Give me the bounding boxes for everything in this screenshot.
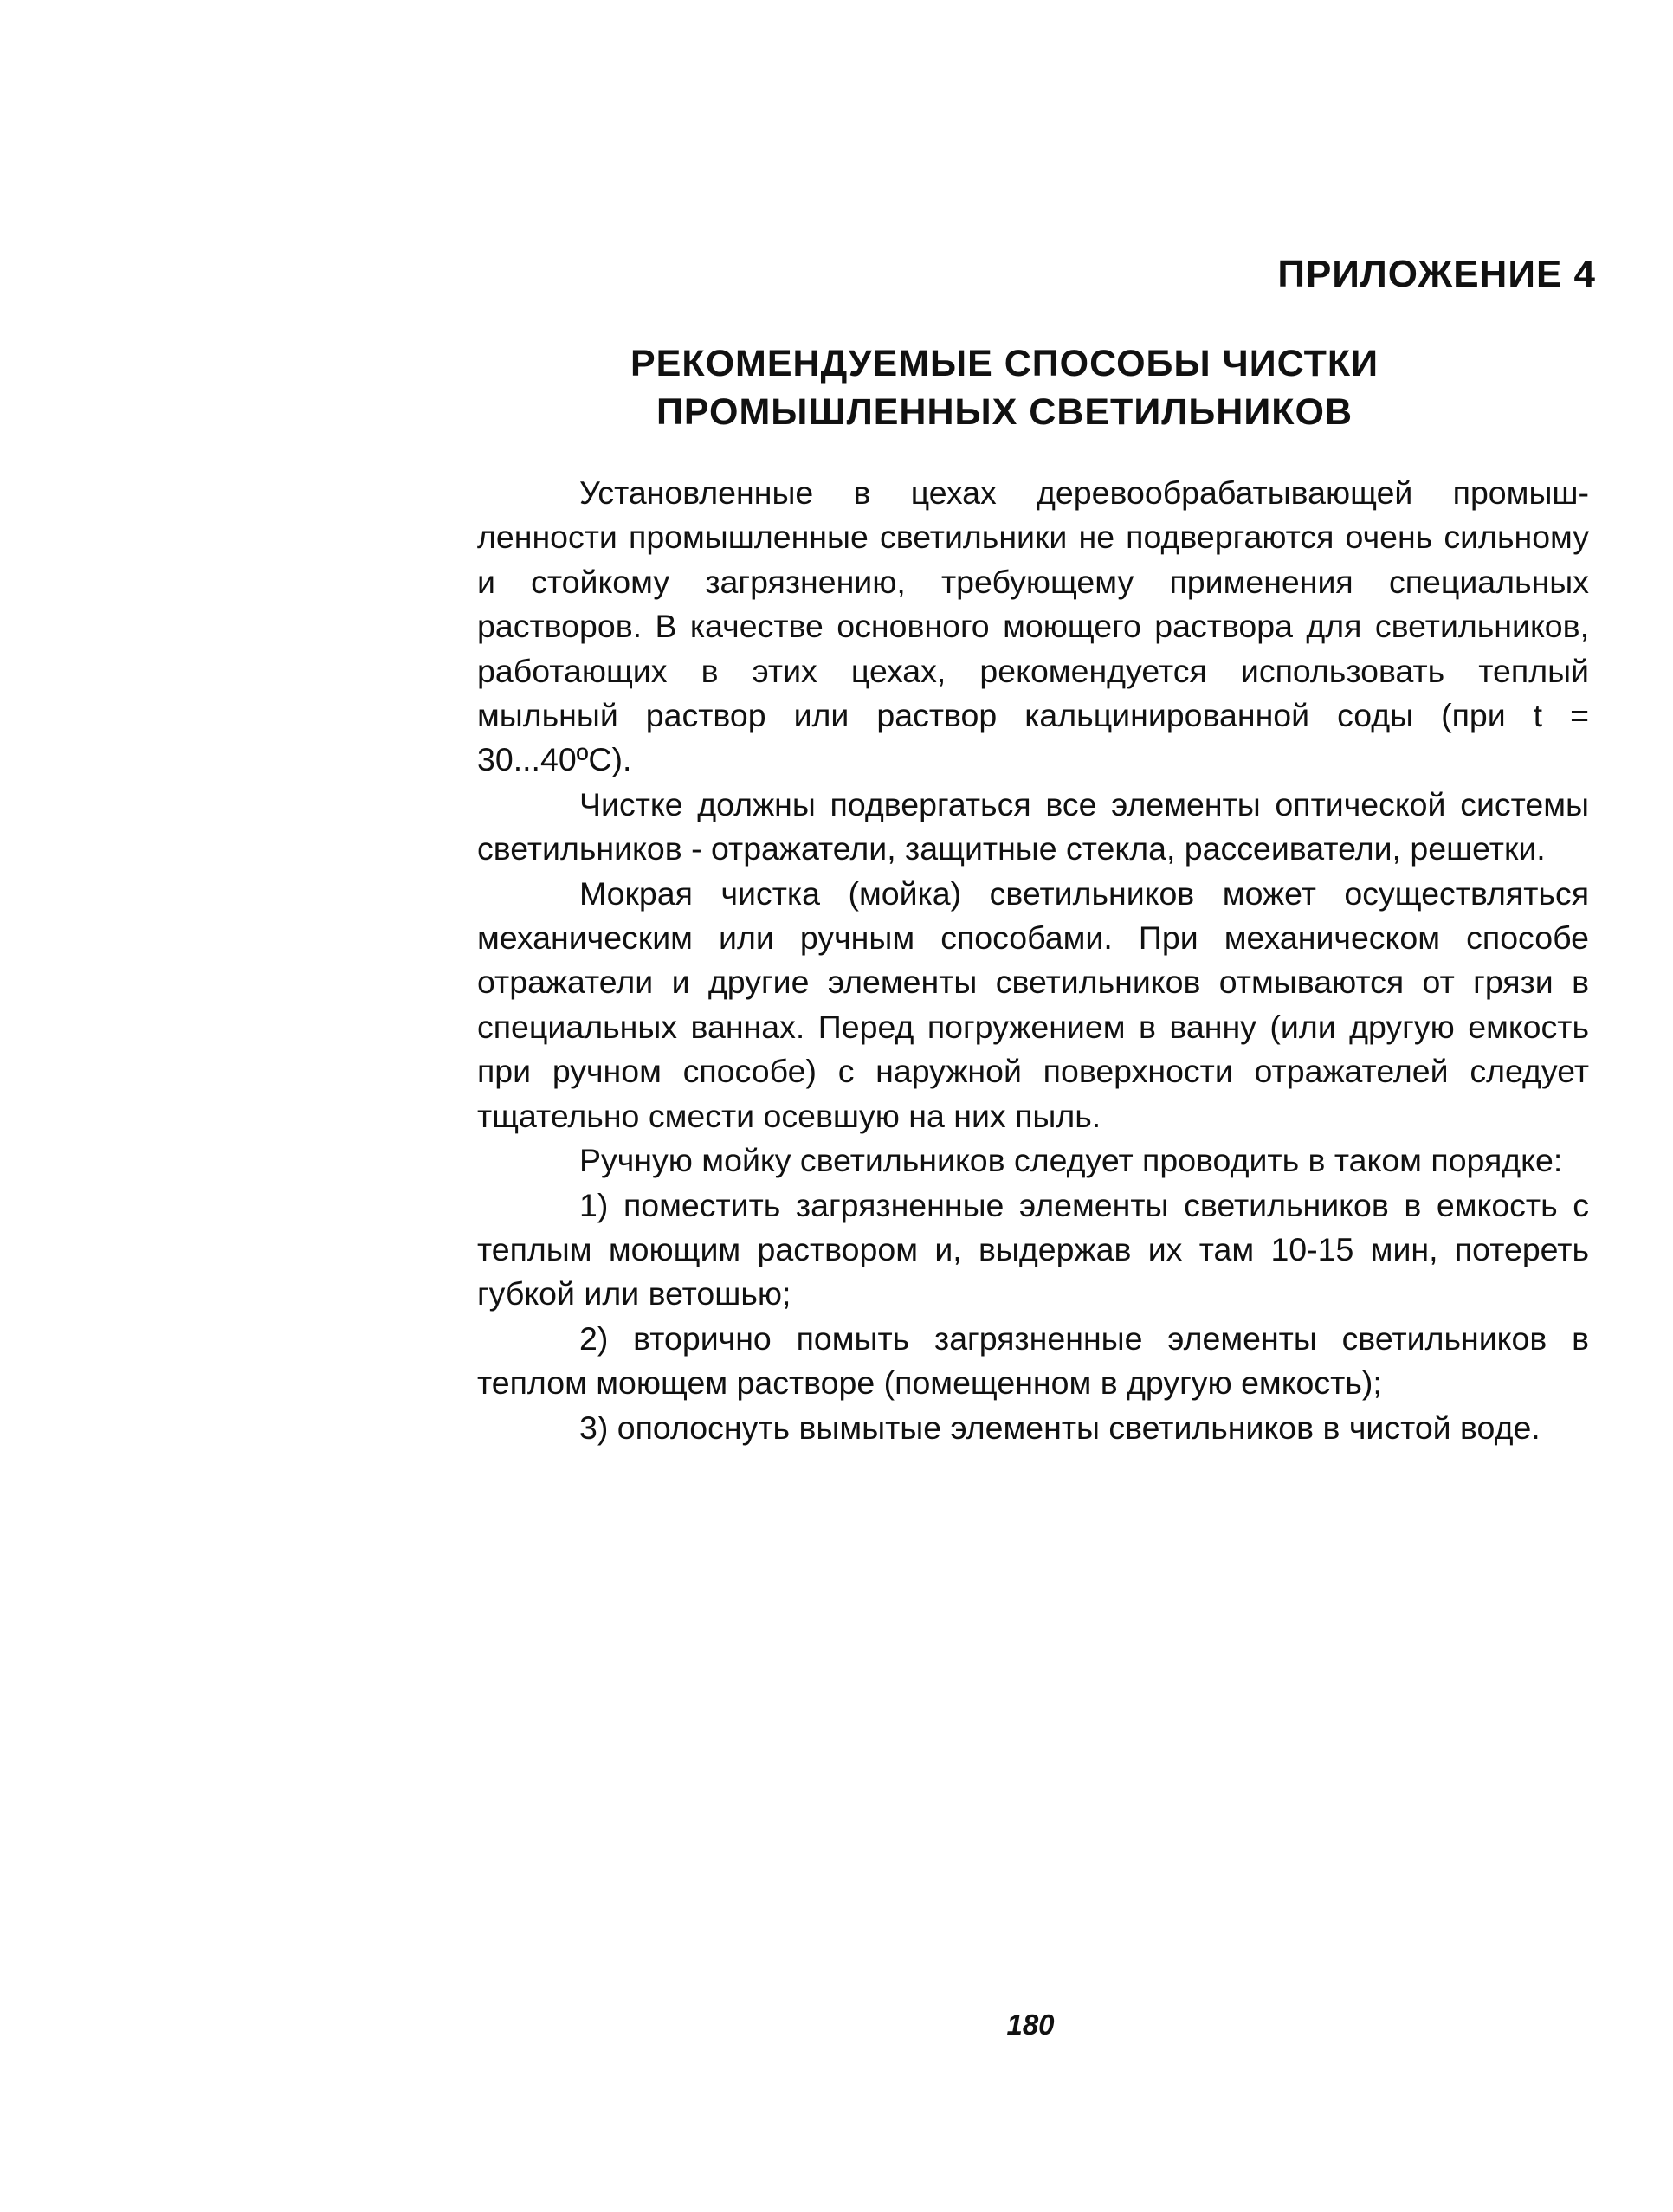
list-item-1: 1) поместить загрязненные элементы светильников в емкость с теплым моющим раствором и, выдержав их там 10-15 мин, потереть губкой или ветошью; (477, 1186, 1589, 1312)
page-number: 180 (1006, 2009, 1055, 2041)
paragraph-1: Установленные в цехах деревообрабатывающей промышленности промышленные светильники не подвергаются очень сильному и стойкому загрязнению, требующему применения специальных растворов. В качестве основного моющего раствора для светильников, работающих в этих цехах, рекомендуется использовать теплый мыльный раствор или раствор кальцинированной соды (при t = 30...40ºС). (477, 474, 1589, 778)
paragraph-3: Мокрая чистка (мойка) светильников может осуществляться механическим или ручным способами. При механическом способе отражатели и другие элементы светильников отмываются от грязи в специальных ваннах. Перед погружением в ванну (или другую емкость при ручном способе) с наружной поверхности отражателей следует тщательно смести осевшую на них пыль. (477, 874, 1589, 1134)
paragraph-4: Ручную мойку светильников следует проводить в таком порядке: (579, 1142, 1563, 1179)
title-line-1: РЕКОМЕНДУЕМЫЕ СПОСОБЫ ЧИСТКИ (630, 343, 1379, 384)
list-item-3: 3) ополоснуть вымытые элементы светильников в чистой воде. (579, 1409, 1541, 1446)
body-text (477, 471, 1589, 1450)
title-line-2: ПРОМЫШЛЕННЫХ СВЕТИЛЬНИКОВ (656, 391, 1353, 433)
document-title (485, 339, 1524, 436)
appendix-heading: ПРИЛОЖЕНИЕ 4 (1277, 253, 1596, 295)
paragraph-2: Чистке должны подвергаться все элементы оптической системы светильников - отражатели, защитные стекла, рассеиватели, решетки. (477, 785, 1589, 867)
list-item-2: 2) вторично помыть загрязненные элементы светильников в теплом моющем растворе (помещенном в другую емкость); (477, 1319, 1589, 1402)
